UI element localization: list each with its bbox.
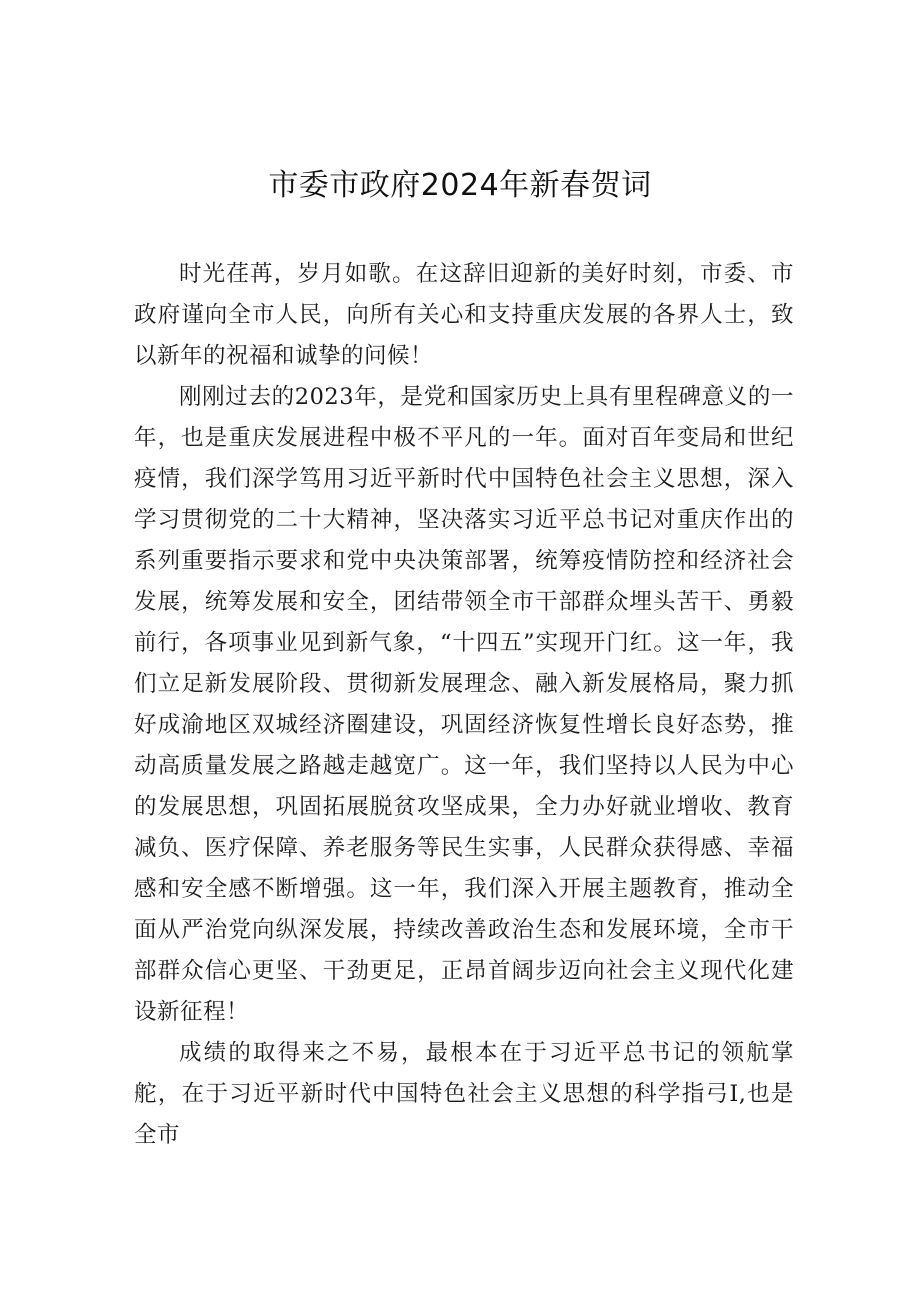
paragraph-review-2023: 刚刚过去的2023年，是党和国家历史上具有里程碑意义的一年，也是重庆发展进程中极不平凡的一年。面对百年变局和世纪疫情，我们深学笃用习近平新时代中国特色社会主义思想，深入学习贯彻党的二十大精神，坚决落实习近平总书记对重庆作出的系列重要指示要求和党中央决策部署，统筹疫情防控和经济社会发展，统筹发展和安全，团结带领全市干部群众埋头苦干、勇毅前行，各项事业见到新气象，“十四五”实现开门红。这一年，我们立足新发展阶段、贯彻新发展理念、融入新发展格局，聚力抓好成渝地区双城经济圈建设，巩固经济恢复性增长良好态势，推动高质量发展之路越走越宽广。这一年，我们坚持以人民为中心的发展思想，巩固拓展脱贫攻坚成果，全力办好就业增收、教育减负、医疗保障、养老服务等民生实事，人民群众获得感、幸福感和安全感不断增强。这一年，我们深入开展主题教育，推动全面从严治党向纵深发展，持续改善政治生态和发展环境，全市干部群众信心更坚、干劲更足，正昂首阔步迈向社会主义现代化建设新征程！ xyxy=(134,384,794,1025)
paragraph-achievements: 成绩的取得来之不易，最根本在于习近平总书记的领航掌舵，在于习近平新时代中国特色社会主义思想的科学指弓I,也是全市 xyxy=(134,1040,794,1148)
document-body xyxy=(134,254,794,1156)
document-title: 市委市政府2024年新春贺词 xyxy=(268,168,652,203)
paragraph-greeting: 时光荏苒，岁月如歌。在这辞旧迎新的美好时刻，市委、市政府谨向全市人民，向所有关心和支持重庆发展的各界人士，致以新年的祝福和诚挚的问候！ xyxy=(134,261,794,369)
